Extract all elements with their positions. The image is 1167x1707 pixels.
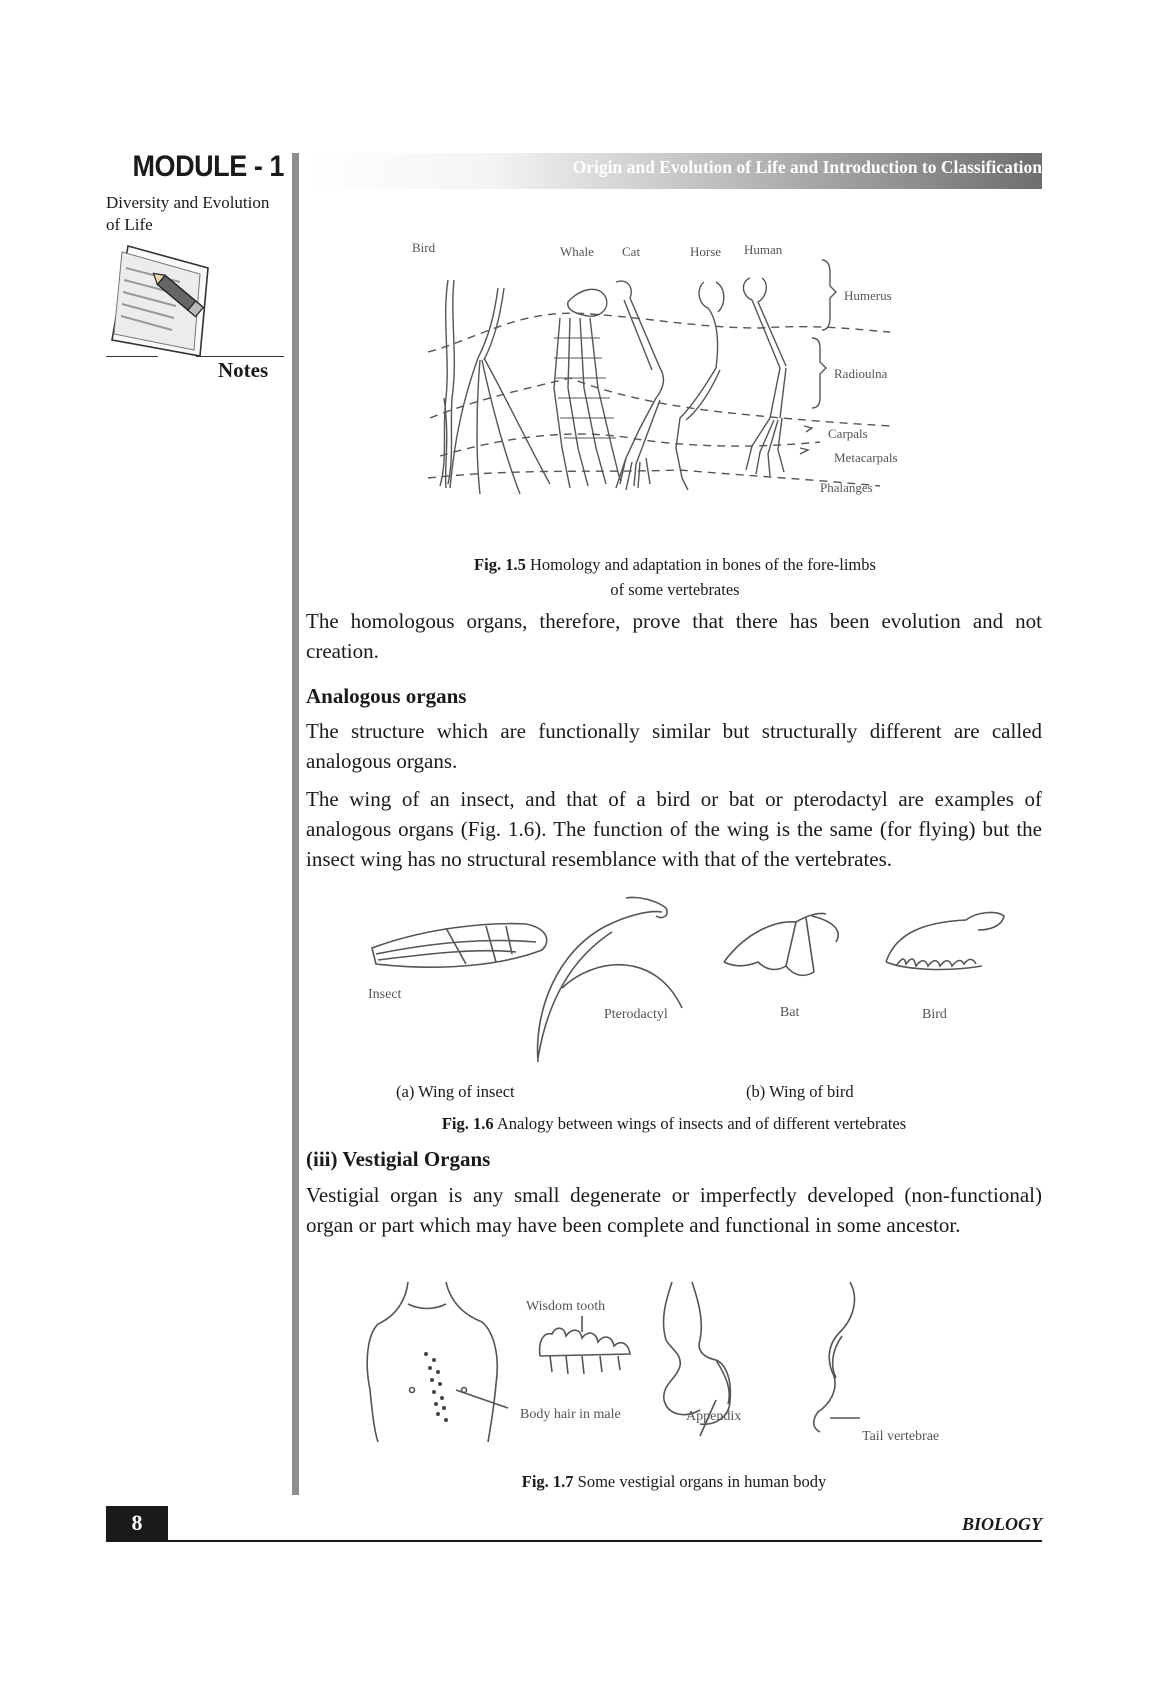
- label-bat: Bat: [780, 1005, 800, 1020]
- label-cat: Cat: [622, 244, 641, 259]
- fig-1-7-number: Fig. 1.7: [521, 1472, 574, 1491]
- module-subtitle-line2: of Life: [106, 215, 153, 234]
- paragraph-homologous-conclusion: The homologous organs, therefore, prove that there has been evolution and not creation.: [306, 609, 1042, 663]
- label-body-hair: Body hair in male: [520, 1407, 621, 1422]
- fig-1-6-caption: [306, 1114, 1042, 1134]
- label-carpals: Carpals: [828, 426, 868, 441]
- fig-1-6-sub-b: (b) Wing of bird: [746, 1082, 854, 1101]
- chapter-title: Origin and Evolution of Life and Introduction to Classification: [572, 157, 1042, 177]
- paragraph-analogous-example: The wing of an insect, and that of a bird or bat or pterodactyl are examples of analogous organs (Fig. 1.6). The function of the wing is the same (for flying) but the insect wing has no structural resemblance with that of the vertebrates.: [306, 787, 1042, 871]
- label-phalanges: Phalanges: [820, 480, 873, 495]
- fig-1-5-caption: [420, 552, 930, 602]
- fig-1-5-caption-line2: of some vertebrates: [610, 580, 740, 599]
- fig-1-6-caption-text: Analogy between wings of insects and of different vertebrates: [496, 1114, 907, 1133]
- fig-1-7-caption: [306, 1472, 1042, 1492]
- fig-1-6-sub-a: (a) Wing of insect: [396, 1082, 515, 1101]
- fig-1-6-number: Fig. 1.6: [441, 1114, 494, 1133]
- fig-1-5-caption-line1: Homology and adaptation in bones of the fore-limbs: [529, 555, 876, 574]
- notes-rule-right: [196, 356, 284, 357]
- label-horse: Horse: [690, 244, 722, 259]
- page-number: 8: [106, 1506, 168, 1540]
- label-pterodactyl: Pterodactyl: [604, 1007, 668, 1022]
- fig-1-6-wings: [366, 892, 1026, 1042]
- label-radioulna: Radioulna: [834, 366, 888, 381]
- paragraph-vestigial-definition: Vestigial organ is any small degenerate or imperfectly developed (non-functional) organ or part which may have been complete and functional in some ancestor.: [306, 1183, 1042, 1237]
- fig-1-7-vestigial: [360, 1280, 980, 1450]
- heading-vestigial-organs: (iii) Vestigial Organs: [306, 1147, 491, 1171]
- label-tail-vertebrae: Tail vertebrae: [862, 1429, 940, 1444]
- fig-1-5-number: Fig. 1.5: [474, 555, 526, 574]
- module-subtitle-line1: Diversity and Evolution: [106, 193, 270, 212]
- module-subtitle: [106, 192, 296, 236]
- module-title: MODULE - 1: [132, 150, 284, 183]
- label-bird: Bird: [412, 240, 436, 255]
- label-human: Human: [744, 242, 783, 257]
- paragraph-analogous-definition: The structure which are functionally similar but structurally different are called analogous organs.: [306, 719, 1042, 773]
- fig-1-7-caption-text: Some vestigial organs in human body: [577, 1472, 827, 1491]
- notepad-pencil-icon: [108, 244, 218, 362]
- sidebar-divider: [292, 153, 299, 1495]
- label-appendix: Appendix: [686, 1409, 742, 1424]
- label-insect: Insect: [368, 987, 402, 1002]
- fig-1-5-forelimbs: [412, 240, 1000, 508]
- label-humerus: Humerus: [844, 288, 892, 303]
- label-bird-wing: Bird: [922, 1007, 947, 1022]
- heading-analogous-organs: Analogous organs: [306, 684, 467, 708]
- notes-label: Notes: [218, 358, 269, 382]
- subject-name: BIOLOGY: [962, 1514, 1042, 1534]
- label-metacarpals: Metacarpals: [834, 450, 898, 465]
- notes-rule-left: [106, 356, 158, 357]
- label-whale: Whale: [560, 244, 594, 259]
- footer-rule: [106, 1540, 1042, 1542]
- label-wisdom-tooth: Wisdom tooth: [526, 1299, 606, 1314]
